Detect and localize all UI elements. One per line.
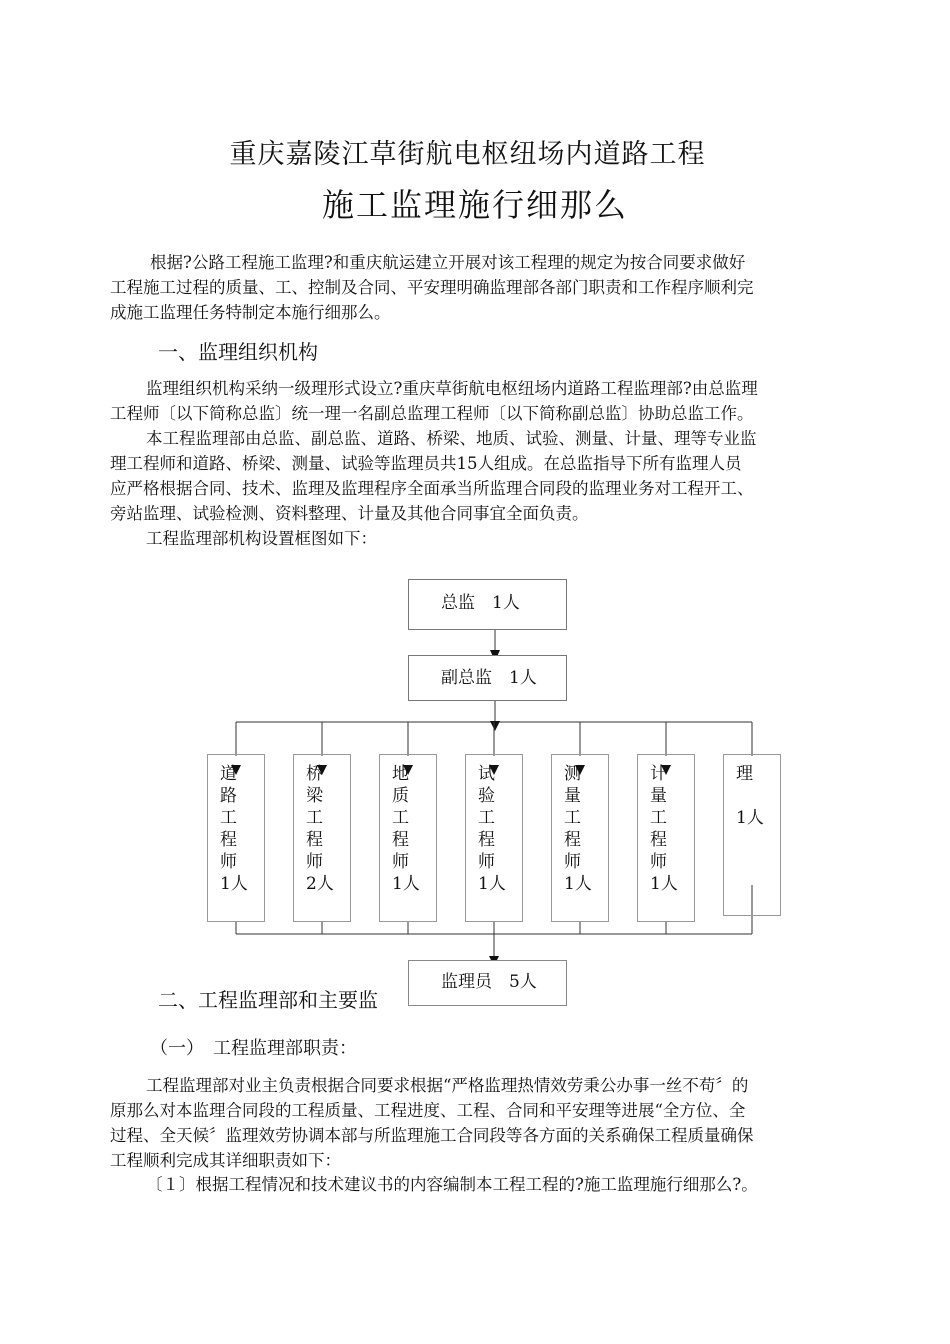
org-box-road-engineer bbox=[207, 754, 265, 922]
para-line: 应严格根据合同、技术、监理及监理程序全面承当所监理合同段的监理业务对工程开工、 bbox=[110, 479, 754, 498]
para-line: 过程、全天候〞监理效劳协调本部与所监理施工合同段等各方面的关系确保工程质量确保 bbox=[110, 1126, 754, 1145]
para-line: 原那么对本监理合同段的工程质量、工程进度、工程、合同和平安理等进展“全方位、全 bbox=[110, 1101, 746, 1120]
para-line: 工程顺利完成其详细职责如下： bbox=[110, 1151, 341, 1170]
para-line: 工程师〔以下简称总监〕统一理一名副总监理工程师〔以下简称副总监〕协助总监工作。 bbox=[110, 404, 754, 423]
org-box-count: 2人 bbox=[306, 874, 334, 894]
para-line: 本工程监理部由总监、副总监、道路、桥梁、地质、试验、测量、计量、理等专业监 bbox=[146, 429, 757, 448]
org-box-label: 计量工程师 bbox=[650, 764, 667, 872]
section2-paragraph-1 bbox=[110, 1073, 855, 1173]
org-box-count: 1人 bbox=[220, 874, 248, 894]
section1-heading: 一、监理组织机构 bbox=[158, 340, 318, 364]
intro-line: 根据?公路工程施工监理?和重庆航运建立开展对该工程理的规定为按合同要求做好 bbox=[150, 253, 746, 272]
para-line: 工程监理部对业主负责根据合同要求根据“严格监理热情效劳秉公办事一丝不苟〞的 bbox=[146, 1076, 749, 1095]
intro-line: 工程施工过程的质量、工、控制及合同、平安理明确监理部各部门职责和工作程序顺利完 bbox=[110, 278, 754, 297]
para-line: 监理组织机构采纳一级理形式设立?重庆草街航电枢纽场内道路工程监理部?由总监理 bbox=[146, 379, 758, 398]
org-box-count: 1人 bbox=[650, 874, 678, 894]
org-box-count: 1人 bbox=[564, 874, 592, 894]
org-box-chief-supervisor bbox=[408, 579, 567, 630]
org-box-geology-engineer bbox=[379, 754, 437, 922]
org-box-metering-engineer bbox=[637, 754, 695, 922]
org-box-label: 桥梁工程师 bbox=[306, 764, 323, 872]
document-title-line2: 施工监理施行细那么 bbox=[321, 186, 628, 224]
org-box-label: 理 bbox=[736, 764, 753, 784]
para-line: 理工程师和道路、桥梁、测量、试验等监理员共15人组成。在总监指导下所有监理人员 bbox=[110, 454, 742, 473]
org-box-label: 道路工程师 bbox=[220, 764, 237, 872]
org-box-count: 1人 bbox=[736, 808, 764, 828]
org-box-supervisor-staff bbox=[408, 960, 567, 1006]
para-line: 工程监理部机构设置框图如下： bbox=[146, 529, 377, 548]
org-box-bridge-engineer bbox=[293, 754, 351, 922]
org-box-label: 监理员 5人 bbox=[441, 972, 537, 992]
org-box-label: 测量工程师 bbox=[564, 764, 581, 872]
org-box-label: 副总监 1人 bbox=[441, 668, 537, 688]
org-box-management bbox=[723, 754, 781, 916]
org-box-label: 总监 1人 bbox=[441, 593, 520, 613]
org-box-deputy-supervisor bbox=[408, 655, 567, 701]
para-line: 〔１〕根据工程情况和技术建议书的内容编制本工程工程的?施工监理施行细那么?。 bbox=[146, 1175, 758, 1194]
org-box-label: 地质工程师 bbox=[392, 764, 409, 872]
org-box-count: 1人 bbox=[392, 874, 420, 894]
para-line: 旁站监理、试验检测、资料整理、计量及其他合同事宜全面负责。 bbox=[110, 504, 589, 523]
org-box-survey-engineer bbox=[551, 754, 609, 922]
org-box-label: 试验工程师 bbox=[478, 764, 495, 872]
section2-item-1 bbox=[110, 1172, 855, 1197]
intro-line: 成施工监理任务特制定本施行细那么。 bbox=[110, 303, 391, 322]
document-title-line1: 重庆嘉陵江草街航电枢纽场内道路工程 bbox=[229, 139, 706, 170]
org-box-count: 1人 bbox=[478, 874, 506, 894]
org-box-test-engineer bbox=[465, 754, 523, 922]
section2-heading: 二、工程监理部和主要监 bbox=[158, 988, 378, 1012]
section2-subheading-1: （一） 工程监理部职责： bbox=[150, 1038, 357, 1059]
